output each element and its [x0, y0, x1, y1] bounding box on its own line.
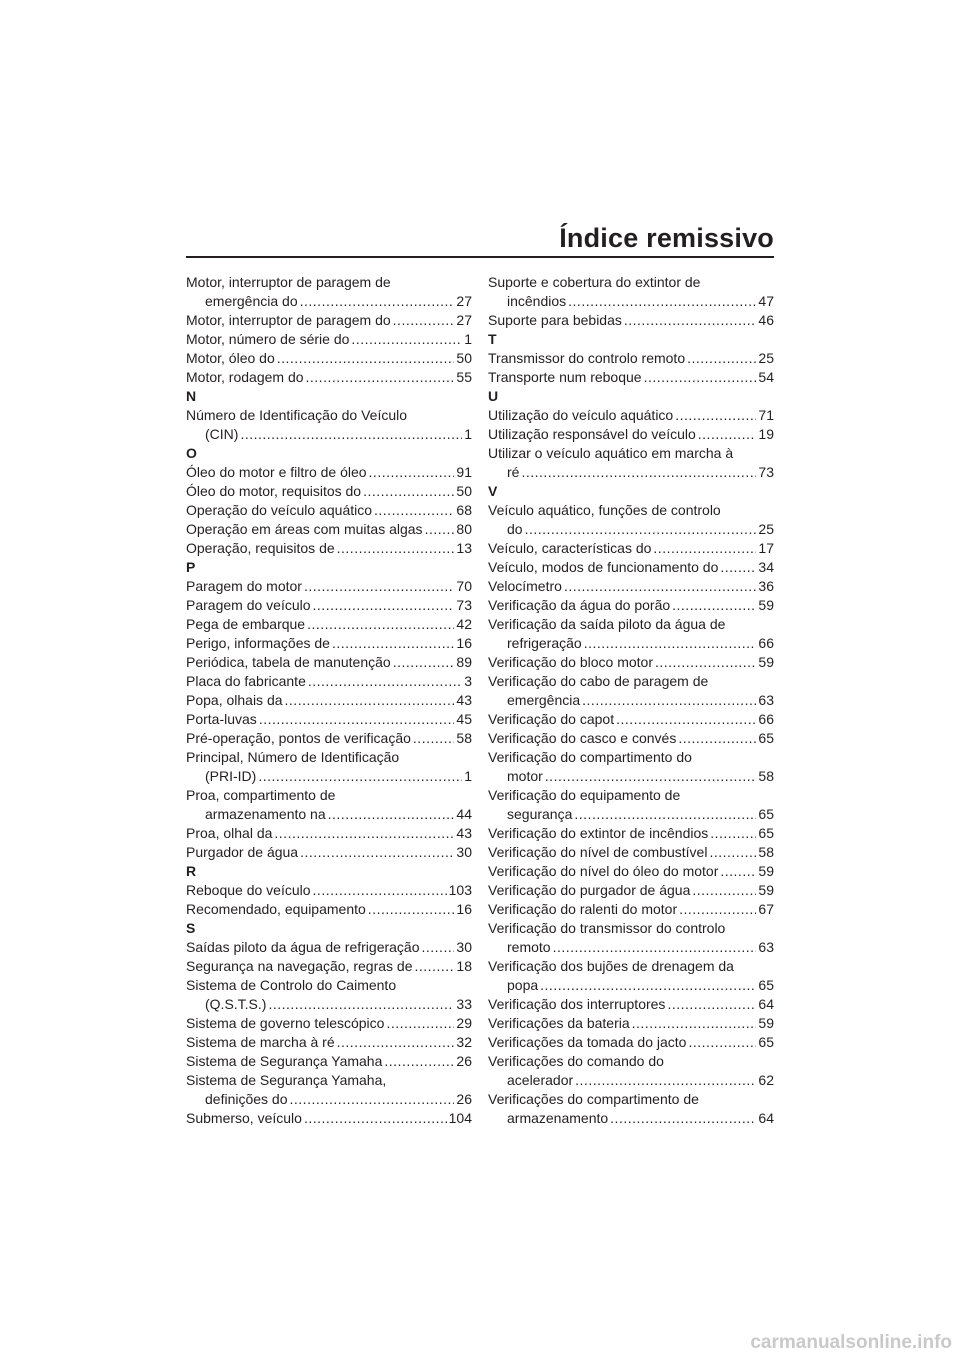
index-entry-text: Verificação do bloco motor: [488, 654, 653, 670]
index-entry-page-number: 73: [456, 597, 472, 613]
index-entry-page-number: 45: [456, 711, 472, 727]
index-entry-page-number: 66: [758, 711, 774, 727]
dot-leader: [337, 539, 455, 558]
index-section-letter: T: [488, 331, 497, 347]
index-entry: [488, 843, 774, 862]
index-entry-text: Reboque do veículo: [186, 882, 311, 898]
dot-leader: [574, 805, 756, 824]
index-entry-text: Transporte num reboque: [488, 369, 642, 385]
index-entry-text: Utilização responsável do veículo: [488, 426, 696, 442]
index-entry: [488, 919, 774, 957]
index-entry-page-number: 44: [456, 806, 472, 822]
dot-leader: [415, 957, 455, 976]
index-entry: [186, 1014, 472, 1033]
dot-leader: [308, 672, 462, 691]
index-entry-page-number: 65: [758, 730, 774, 746]
index-entry-text: Verificação do casco e convés: [488, 730, 677, 746]
index-entry-text: acelerador: [507, 1072, 574, 1088]
index-entry: [186, 938, 472, 957]
dot-leader: [290, 1090, 455, 1109]
index-entry-page-number: 25: [758, 350, 774, 366]
index-entry: [488, 881, 774, 900]
index-entry: [186, 577, 472, 596]
index-entry: [186, 482, 472, 501]
dot-leader: [285, 691, 455, 710]
index-entry: [186, 691, 472, 710]
dot-leader: [304, 577, 454, 596]
index-entry-text: Submerso, veículo: [186, 1110, 302, 1126]
index-entry-page-number: 50: [456, 483, 472, 499]
index-entry-text: Placa do fabricante: [186, 673, 306, 689]
index-entry-text: armazenamento: [507, 1110, 609, 1126]
index-entry-page-number: 65: [758, 977, 774, 993]
index-entry-page-number: 29: [456, 1015, 472, 1031]
index-entry-page-number: 89: [456, 654, 472, 670]
index-entry: [488, 539, 774, 558]
dot-leader: [351, 330, 462, 349]
index-entry-page-number: 73: [758, 464, 774, 480]
index-entry-text: Porta-luvas: [186, 711, 257, 727]
index-entry-text: Veículo, modos de funcionamento do: [488, 559, 719, 575]
dot-leader: [369, 463, 455, 482]
index-entry-text: Verificação do ralenti do motor: [488, 901, 678, 917]
index-entry-text: Óleo do motor, requisitos do: [186, 483, 362, 499]
index-entry-text: Paragem do motor: [186, 578, 302, 594]
index-section-letter: R: [186, 863, 197, 879]
index-entry: [186, 710, 472, 729]
index-entry-page-number: 27: [456, 293, 472, 309]
index-entry-text: Sistema de Controlo do Caimento: [186, 977, 397, 993]
index-entry-text: Pré-operação, pontos de verificação: [186, 730, 411, 746]
index-entry-page-number: 13: [456, 540, 472, 556]
index-entry-page-number: 26: [456, 1091, 472, 1107]
index-entry-page-number: 18: [456, 958, 472, 974]
index-entry-text: do: [507, 521, 523, 537]
index-entry-page-number: 16: [456, 635, 472, 651]
index-entry-page-number: 58: [758, 768, 774, 784]
dot-leader: [720, 558, 756, 577]
index-entry-page-number: 80: [456, 521, 472, 537]
index-entry-page-number: 70: [456, 578, 472, 594]
dot-leader: [306, 368, 455, 387]
index-entry-page-number: 55: [456, 369, 472, 385]
index-entry-page-number: 43: [456, 692, 472, 708]
index-entry: [186, 539, 472, 558]
index-entry: [488, 615, 774, 653]
index-entry-page-number: 19: [758, 426, 774, 442]
index-entry-text: Pega de embarque: [186, 616, 306, 632]
index-entry-text: Principal, Número de Identificação: [186, 749, 400, 765]
index-entry: [186, 634, 472, 653]
dot-leader: [687, 349, 756, 368]
dot-leader: [678, 729, 756, 748]
index-section-letter: P: [186, 559, 196, 575]
dot-leader: [624, 311, 757, 330]
index-entry-page-number: 59: [758, 882, 774, 898]
index-entry-page-number: 66: [758, 635, 774, 651]
index-entry-page-number: 58: [758, 844, 774, 860]
index-entry: [186, 463, 472, 482]
index-entry: [186, 976, 472, 1014]
dot-leader: [300, 292, 455, 311]
index-entry-text: (PRI-ID): [205, 768, 257, 784]
index-entry: [186, 843, 472, 862]
index-entry-text: incêndios: [507, 293, 567, 309]
index-entry-text: Verificação da água do porão: [488, 597, 671, 613]
index-entry: [488, 368, 774, 387]
index-entry-page-number: 63: [758, 939, 774, 955]
index-entry-text: Óleo do motor e filtro de óleo: [186, 464, 367, 480]
index-entry-page-number: 3: [464, 673, 472, 689]
index-entry: [186, 349, 472, 368]
dot-leader: [274, 824, 454, 843]
index-entry-text: Número de Identificação do Veículo: [186, 407, 408, 423]
index-entry: [186, 615, 472, 634]
index-entry: [186, 672, 472, 691]
dot-leader: [632, 1014, 757, 1033]
index-entry-page-number: 26: [456, 1053, 472, 1069]
index-entry-text: Operação do veículo aquático: [186, 502, 373, 518]
dot-leader: [616, 710, 756, 729]
index-entry: [488, 729, 774, 748]
index-entry: [488, 1014, 774, 1033]
index-entry-text: remoto: [507, 939, 551, 955]
index-entry-text: Purgador de água: [186, 844, 299, 860]
index-entry: [488, 406, 774, 425]
dot-leader: [679, 900, 756, 919]
index-entry-page-number: 103: [448, 882, 472, 898]
dot-leader: [413, 729, 455, 748]
index-entry-text: Utilizar o veículo aquático em marcha à: [488, 445, 734, 461]
index-entry-text: (CIN): [205, 426, 239, 442]
index-entry-text: Verificação dos interruptores: [488, 996, 666, 1012]
dot-leader: [720, 862, 756, 881]
index-entry-page-number: 33: [456, 996, 472, 1012]
index-entry-text: Suporte e cobertura do extintor de: [488, 274, 701, 290]
index-entry-text: Utilização do veículo aquático: [488, 407, 674, 423]
index-entry: [488, 1052, 774, 1090]
title-divider: [186, 256, 774, 258]
dot-leader: [568, 292, 756, 311]
index-entry-text: motor: [507, 768, 543, 784]
index-entry-text: Proa, olhal da: [186, 825, 273, 841]
index-entry-text: Verificação da saída piloto da água de: [488, 616, 726, 632]
dot-leader: [386, 1014, 454, 1033]
index-entry-text: Verificação do purgador de água: [488, 882, 691, 898]
dot-leader: [692, 881, 756, 900]
index-entry: [488, 900, 774, 919]
dot-leader: [277, 349, 455, 368]
index-entry-text: armazenamento na: [205, 806, 326, 822]
dot-leader: [525, 520, 757, 539]
index-entry: [186, 1052, 472, 1071]
dot-leader: [313, 596, 455, 615]
index-entry-text: Suporte para bebidas: [488, 312, 622, 328]
index-entry-page-number: 17: [758, 540, 774, 556]
index-entry-text: Operação, requisitos de: [186, 540, 335, 556]
index-entry: [488, 672, 774, 710]
dot-leader: [698, 425, 757, 444]
dot-leader: [655, 653, 756, 672]
index-entry-page-number: 1: [464, 768, 472, 784]
index-entry: [186, 729, 472, 748]
index-entry-page-number: 64: [758, 1110, 774, 1126]
index-entry-text: Sistema de marcha à ré: [186, 1034, 335, 1050]
dot-leader: [337, 1033, 455, 1052]
dot-leader: [300, 843, 454, 862]
dot-leader: [368, 900, 455, 919]
index-entry: [488, 824, 774, 843]
index-entry-text: Periódica, tabela de manutenção: [186, 654, 391, 670]
dot-leader: [540, 976, 756, 995]
dot-leader: [644, 368, 757, 387]
dot-leader: [332, 634, 454, 653]
dot-leader: [304, 1109, 447, 1128]
index-entry-text: Sistema de Segurança Yamaha,: [186, 1072, 387, 1088]
index-entry: [186, 368, 472, 387]
index-entry-text: Popa, olhais da: [186, 692, 283, 708]
index-entry-text: Verificação do nível do óleo do motor: [488, 863, 719, 879]
dot-leader: [393, 653, 455, 672]
index-entry-page-number: 59: [758, 597, 774, 613]
index-section-letter: O: [186, 445, 197, 461]
index-entry-page-number: 50: [456, 350, 472, 366]
index-entry: [186, 330, 472, 349]
dot-leader: [688, 1033, 756, 1052]
index-entry: [186, 824, 472, 843]
dot-leader: [582, 691, 756, 710]
index-entry: [186, 881, 472, 900]
index-entry: [488, 995, 774, 1014]
dot-leader: [268, 995, 454, 1014]
index-entry-text: Motor, número de série do: [186, 331, 350, 347]
dot-leader: [653, 539, 756, 558]
index-entry-page-number: 62: [758, 1072, 774, 1088]
index-entry: [488, 444, 774, 482]
index-entry: [488, 273, 774, 311]
index-entry-page-number: 1: [464, 331, 472, 347]
dot-leader: [553, 938, 757, 957]
dot-leader: [584, 634, 757, 653]
watermark-text: carmanualsonline.info: [750, 1332, 952, 1353]
index-entry-text: Velocímetro: [488, 578, 562, 594]
index-entry-page-number: 1: [464, 426, 472, 442]
index-entry-text: (Q.S.T.S.): [205, 996, 267, 1012]
index-entry: [488, 577, 774, 596]
index-entry: [186, 957, 472, 976]
index-entry: [186, 900, 472, 919]
index-entry-page-number: 64: [758, 996, 774, 1012]
index-entry-text: Segurança na navegação, regras de: [186, 958, 413, 974]
index-entry-text: Verificação do extintor de incêndios: [488, 825, 709, 841]
index-entry: [186, 1033, 472, 1052]
index-entry-text: Verificação do cabo de paragem de: [488, 673, 709, 689]
index-entry: [488, 596, 774, 615]
index-entry-page-number: 32: [456, 1034, 472, 1050]
index-entry-text: Motor, rodagem do: [186, 369, 304, 385]
index-entry-page-number: 47: [758, 293, 774, 309]
index-entry-page-number: 65: [758, 825, 774, 841]
index-entry-page-number: 43: [456, 825, 472, 841]
index-entry-page-number: 54: [758, 369, 774, 385]
dot-leader: [672, 596, 756, 615]
index-entry: [488, 558, 774, 577]
dot-leader: [545, 767, 757, 786]
index-section-letter: S: [186, 920, 196, 936]
index-entry-page-number: 59: [758, 654, 774, 670]
index-entry-text: Paragem do veículo: [186, 597, 311, 613]
dot-leader: [564, 577, 756, 596]
index-entry-page-number: 59: [758, 863, 774, 879]
index-entry-page-number: 68: [456, 502, 472, 518]
dot-leader: [384, 1052, 454, 1071]
index-entry-text: Recomendado, equipamento: [186, 901, 366, 917]
index-entry: [488, 786, 774, 824]
index-entry-text: Transmissor do controlo remoto: [488, 350, 686, 366]
dot-leader: [422, 938, 455, 957]
index-entry-page-number: 67: [758, 901, 774, 917]
dot-leader: [240, 425, 462, 444]
index-entry: [186, 501, 472, 520]
index-entry: [488, 501, 774, 539]
index-entry-text: Proa, compartimento de: [186, 787, 336, 803]
index-entry-page-number: 25: [758, 521, 774, 537]
index-entry: [186, 786, 472, 824]
index-entry-text: Motor, óleo do: [186, 350, 275, 366]
index-entry-page-number: 34: [758, 559, 774, 575]
dot-leader: [374, 501, 454, 520]
index-entry: [186, 406, 472, 444]
index-entry-page-number: 42: [456, 616, 472, 632]
index-entry: [186, 311, 472, 330]
index-entry: [488, 862, 774, 881]
index-entry-page-number: 59: [758, 1015, 774, 1031]
index-entry-text: Veículo, características do: [488, 540, 652, 556]
dot-leader: [667, 995, 756, 1014]
index-entry-text: Verificação dos bujões de drenagem da: [488, 958, 734, 974]
index-entry-text: Veículo aquático, funções de controlo: [488, 502, 721, 518]
dot-leader: [393, 311, 455, 330]
dot-leader: [575, 1071, 756, 1090]
index-entry-text: Motor, interruptor de paragem de: [186, 274, 391, 290]
dot-leader: [363, 482, 454, 501]
index-entry-text: popa: [507, 977, 539, 993]
index-entry-page-number: 46: [758, 312, 774, 328]
index-entry: [186, 273, 472, 311]
index-entry-page-number: 71: [758, 407, 774, 423]
index-entry: [488, 349, 774, 368]
dot-leader: [610, 1109, 756, 1128]
index-entry-text: segurança: [507, 806, 573, 822]
dot-leader: [328, 805, 455, 824]
index-column-right: [488, 273, 774, 1128]
dot-leader: [313, 881, 447, 900]
dot-leader: [710, 824, 756, 843]
dot-leader: [258, 767, 462, 786]
index-entry-page-number: 65: [758, 806, 774, 822]
index-entry: [186, 748, 472, 786]
index-entry-text: Verificações da tomada do jacto: [488, 1034, 687, 1050]
index-entry: [186, 1071, 472, 1109]
index-entry-page-number: 27: [456, 312, 472, 328]
index-entry-text: Motor, interruptor de paragem do: [186, 312, 391, 328]
page-title: Índice remissivo: [559, 223, 774, 253]
index-entry: [488, 425, 774, 444]
index-entry-text: Verificação do equipamento de: [488, 787, 681, 803]
index-section-letter: N: [186, 388, 197, 404]
index-entry-page-number: 58: [456, 730, 472, 746]
index-entry: [488, 311, 774, 330]
index-entry: [488, 710, 774, 729]
index-entry: [186, 596, 472, 615]
index-entry-text: Sistema de Segurança Yamaha: [186, 1053, 383, 1069]
index-entry-text: emergência: [507, 692, 581, 708]
index-entry-text: Verificação do transmissor do controlo: [488, 920, 726, 936]
index-entry-text: refrigeração: [507, 635, 582, 651]
index-entry-page-number: 30: [456, 844, 472, 860]
index-entry-page-number: 36: [758, 578, 774, 594]
index-entry-text: definições do: [205, 1091, 288, 1107]
index-entry-text: Perigo, informações de: [186, 635, 330, 651]
index-entry: [488, 1090, 774, 1128]
index-entry: [186, 653, 472, 672]
index-entry-text: Verificação do capot: [488, 711, 615, 727]
index-entry-text: Operação em áreas com muitas algas: [186, 521, 423, 537]
index-entry: [488, 748, 774, 786]
index-column-left: [186, 273, 472, 1128]
index-entry: [488, 1033, 774, 1052]
index-entry: [186, 520, 472, 539]
index-entry-page-number: 65: [758, 1034, 774, 1050]
index-entry-text: emergência do: [205, 293, 298, 309]
index-entry: [488, 653, 774, 672]
index-entry-text: Verificação do compartimento do: [488, 749, 692, 765]
index-entry-page-number: 63: [758, 692, 774, 708]
index-entry-page-number: 91: [456, 464, 472, 480]
index-entry-text: Verificações do compartimento de: [488, 1091, 699, 1107]
index-entry-text: Verificações do comando do: [488, 1053, 664, 1069]
dot-leader: [709, 843, 756, 862]
dot-leader: [425, 520, 455, 539]
index-entry-page-number: 104: [448, 1110, 472, 1126]
index-entry-page-number: 30: [456, 939, 472, 955]
index-entry-text: Saídas piloto da água de refrigeração: [186, 939, 420, 955]
dot-leader: [307, 615, 454, 634]
index-section-letter: U: [488, 388, 499, 404]
index-entry-text: Sistema de governo telescópico: [186, 1015, 385, 1031]
dot-leader: [259, 710, 455, 729]
index-entry: [488, 957, 774, 995]
index-section-letter: V: [488, 483, 498, 499]
index-entry-text: Verificações da bateria: [488, 1015, 630, 1031]
dot-leader: [521, 463, 756, 482]
index-entry: [186, 1109, 472, 1128]
dot-leader: [675, 406, 756, 425]
index-entry-text: Verificação do nível de combustível: [488, 844, 708, 860]
index-entry-page-number: 16: [456, 901, 472, 917]
index-entry-text: ré: [507, 464, 520, 480]
